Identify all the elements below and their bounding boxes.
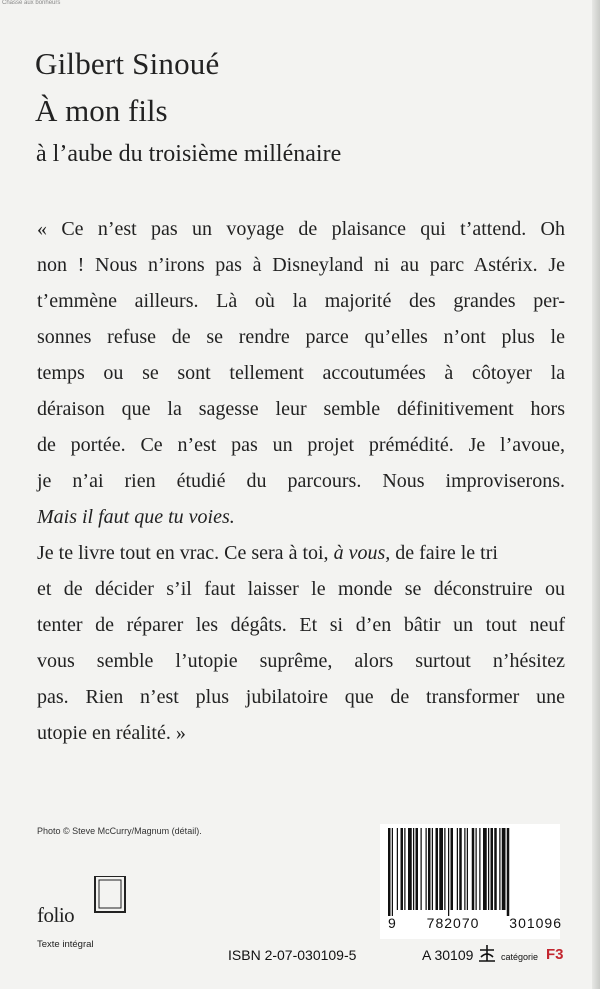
barcode-bar [388,828,391,916]
barcode-bar [444,828,445,910]
barcode-bar [439,828,443,910]
barcode-bar [426,828,427,910]
barcode-bar [459,828,462,910]
barcode-bar [451,828,454,910]
category-code: F3 [546,946,564,963]
barcode-bar [428,828,431,910]
folio-logo-text: folio [37,903,75,927]
cover-edge-shadow [592,0,600,989]
author-name: Gilbert Sinoué [35,46,220,81]
blurb-line: sonnes refuse de se rendre parce qu’elles n’ont plus le [37,326,565,348]
book-title: À mon fils [35,93,168,128]
barcode-bar [464,828,465,910]
barcode-bar [499,828,500,910]
photo-credit: Photo © Steve McCurry/Magnum (détail). [37,826,202,836]
barcode-bar [457,828,458,910]
catalog-code: A 30109 [422,947,474,963]
blurb-line: t’emmène ailleurs. Là où la majorité des grandes per- [37,290,565,312]
blurb-line: je n’ai rien étudié du parcours. Nous improviserons. [37,470,565,492]
blurb-line-italic: Mais il faut que tu voies. [37,506,235,528]
publisher-emblem-icon [476,942,498,964]
barcode-bar [507,828,510,916]
isbn-number: ISBN 2-07-030109-5 [228,947,357,963]
barcode-bar [392,828,393,916]
book-subtitle: à l’aube du troisième millénaire [36,141,342,167]
barcode-bar [488,828,489,910]
blurb-fragment: de faire le tri [390,542,498,564]
category-label: catégorie [501,952,539,962]
barcode-bars [380,824,560,916]
barcode-bar [472,828,475,910]
blurb-line: non ! Nous n’irons pas à Disneyland ni au parc Astérix. Je [37,254,565,276]
watermark-text: Chasse aux bonheurs [2,0,61,6]
barcode-bar [397,828,398,910]
barcode-bar [479,828,480,910]
blurb-line: vous semble l’utopie suprême, alors surtout n’hésitez [37,650,565,672]
blurb-line: de portée. Ce n’est pas un projet prémédité. Je l’avoue, [37,434,565,456]
blurb-line: tenter de réparer les dégâts. Et si d’en bâtir un tout neuf [37,614,565,636]
barcode-bar [448,828,449,916]
barcode-bar [401,828,404,910]
blurb-fragment: Je te livre tout en vrac. Ce sera à toi, [37,542,334,564]
blurb-line: « Ce n’est pas un voyage de plaisance qui t’attend. Oh [37,218,565,240]
barcode-bar [408,828,412,910]
barcode-bar [404,828,405,910]
blurb-line: utopie en réalité. » [37,722,186,744]
barcode-bar [476,828,477,910]
barcode-bar [436,828,439,910]
blurb-emphasis: à vous, [333,542,391,564]
blurb-line: temps ou se sont tellement accoutumées à côtoyer la [37,362,565,384]
barcode-bar [502,828,506,910]
blurb-line: et de décider s’il faut laisser le monde se déconstruire ou [37,578,565,600]
blurb-line: pas. Rien n’est plus jubilatoire que de transformer une [37,686,565,708]
barcode-bar [491,828,494,910]
blurb-line-mixed [37,541,565,565]
edition-tagline: Texte intégral [37,939,94,950]
barcode-bar [483,828,487,910]
barcode-digits: 9 782070 301096 [388,915,562,931]
barcode-bar [413,828,414,910]
barcode-bar [416,828,419,910]
blurb-line: déraison que la sagesse leur semble définitivement hors [37,398,565,420]
barcode-bar [421,828,422,910]
barcode-bar [467,828,468,910]
barcode-bar [494,828,497,910]
barcode-bar [432,828,433,910]
